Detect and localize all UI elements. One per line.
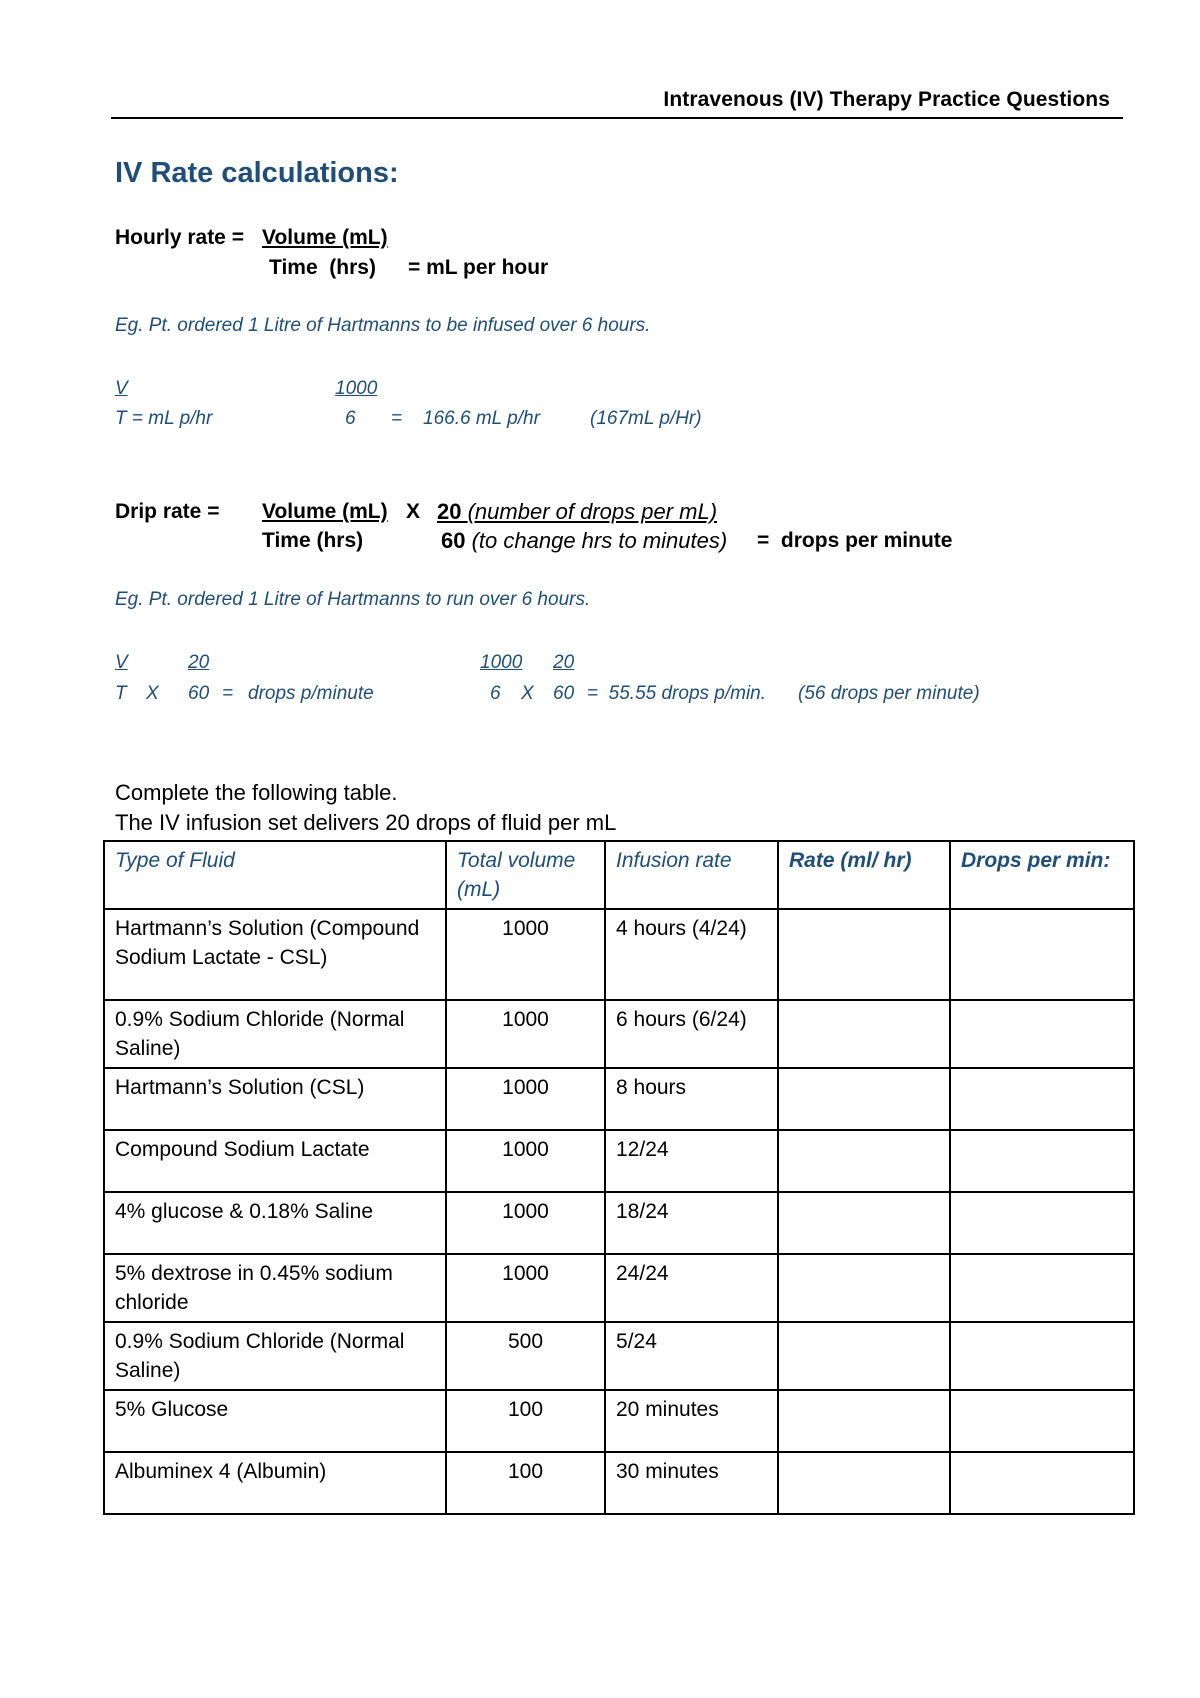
table-header-row bbox=[104, 841, 1134, 909]
header-total-volume: Total volume (mL) bbox=[446, 841, 605, 909]
header-rate-ml-hr: Rate (ml/ hr) bbox=[778, 841, 950, 909]
practice-table bbox=[103, 840, 1135, 1515]
drops-answer-cell[interactable] bbox=[950, 1068, 1134, 1130]
drip-example1-sixty: 60 bbox=[188, 683, 210, 704]
fluid-cell: Hartmann’s Solution (CSL) bbox=[104, 1068, 446, 1130]
volume-cell: 500 bbox=[446, 1322, 605, 1390]
volume-cell: 1000 bbox=[446, 1192, 605, 1254]
drip-example1-t: T bbox=[115, 683, 127, 704]
infusion-rate-cell: 8 hours bbox=[605, 1068, 778, 1130]
drip-example2-sixty: 60 bbox=[553, 683, 575, 704]
rate-answer-cell[interactable] bbox=[778, 1322, 950, 1390]
infusion-rate-cell: 5/24 bbox=[605, 1322, 778, 1390]
drops-answer-cell[interactable] bbox=[950, 1254, 1134, 1322]
table-row bbox=[104, 1130, 1134, 1192]
header-rule bbox=[111, 117, 1123, 119]
instruction-line-1: Complete the following table. bbox=[115, 780, 398, 805]
volume-cell: 1000 bbox=[446, 1130, 605, 1192]
table-row bbox=[104, 909, 1134, 1000]
drops-answer-cell[interactable] bbox=[950, 1130, 1134, 1192]
hourly-denominator: Time (hrs) bbox=[269, 256, 376, 279]
fluid-cell: Compound Sodium Lactate bbox=[104, 1130, 446, 1192]
hourly-example-text: Eg. Pt. ordered 1 Litre of Hartmanns to be infused over 6 hours. bbox=[115, 315, 651, 336]
drip-example2-x: X bbox=[521, 683, 534, 704]
infusion-rate-cell: 24/24 bbox=[605, 1254, 778, 1322]
hourly-result: = mL per hour bbox=[408, 256, 549, 279]
drip-example2-rounded: (56 drops per minute) bbox=[798, 683, 980, 704]
rate-answer-cell[interactable] bbox=[778, 909, 950, 1000]
fluid-cell: 0.9% Sodium Chloride (Normal Saline) bbox=[104, 1000, 446, 1068]
infusion-rate-cell: 4 hours (4/24) bbox=[605, 909, 778, 1000]
table-row bbox=[104, 1322, 1134, 1390]
header-type-of-fluid: Type of Fluid bbox=[104, 841, 446, 909]
infusion-rate-cell: 6 hours (6/24) bbox=[605, 1000, 778, 1068]
hourly-example-denominator: 6 bbox=[345, 408, 356, 429]
table-row bbox=[104, 1068, 1134, 1130]
rate-answer-cell[interactable] bbox=[778, 1390, 950, 1452]
header-drops-per-min: Drops per min: bbox=[950, 841, 1134, 909]
drip-example2-twenty: 20 bbox=[553, 652, 575, 673]
drops-answer-cell[interactable] bbox=[950, 909, 1134, 1000]
volume-cell: 1000 bbox=[446, 909, 605, 1000]
rate-answer-cell[interactable] bbox=[778, 1192, 950, 1254]
hourly-rate-label: Hourly rate = bbox=[115, 226, 244, 249]
drip-example1-x: X bbox=[146, 683, 159, 704]
hourly-example-result: 166.6 mL p/hr bbox=[423, 408, 540, 429]
hourly-example-numerator: 1000 bbox=[335, 378, 378, 399]
hourly-example-v: V bbox=[115, 378, 128, 399]
rate-answer-cell[interactable] bbox=[778, 1068, 950, 1130]
volume-cell: 1000 bbox=[446, 1254, 605, 1322]
drops-answer-cell[interactable] bbox=[950, 1452, 1134, 1514]
drops-answer-cell[interactable] bbox=[950, 1000, 1134, 1068]
infusion-rate-cell: 30 minutes bbox=[605, 1452, 778, 1514]
volume-cell: 100 bbox=[446, 1452, 605, 1514]
rate-answer-cell[interactable] bbox=[778, 1000, 950, 1068]
drip-times: X bbox=[406, 500, 421, 523]
table-row bbox=[104, 1254, 1134, 1322]
drops-answer-cell[interactable] bbox=[950, 1322, 1134, 1390]
volume-cell: 1000 bbox=[446, 1000, 605, 1068]
table-row bbox=[104, 1192, 1134, 1254]
infusion-rate-cell: 20 minutes bbox=[605, 1390, 778, 1452]
drip-example1-twenty: 20 bbox=[188, 652, 210, 673]
drip-numerator: Volume (mL) bbox=[262, 500, 388, 523]
table-row bbox=[104, 1390, 1134, 1452]
fluid-cell: Hartmann’s Solution (Compound Sodium Lactate - CSL) bbox=[104, 909, 446, 1000]
drip-factor-group bbox=[437, 499, 717, 525]
drip-result: = drops per minute bbox=[757, 529, 953, 552]
rate-answer-cell[interactable] bbox=[778, 1254, 950, 1322]
rate-answer-cell[interactable] bbox=[778, 1130, 950, 1192]
drops-answer-cell[interactable] bbox=[950, 1192, 1134, 1254]
fluid-cell: 5% Glucose bbox=[104, 1390, 446, 1452]
drops-answer-cell[interactable] bbox=[950, 1390, 1134, 1452]
drip-example2-denominator: 6 bbox=[490, 683, 501, 704]
fluid-cell: 0.9% Sodium Chloride (Normal Saline) bbox=[104, 1322, 446, 1390]
fluid-cell: Albuminex 4 (Albumin) bbox=[104, 1452, 446, 1514]
drip-example-text: Eg. Pt. ordered 1 Litre of Hartmanns to run over 6 hours. bbox=[115, 589, 591, 610]
drip-example1-equals: = bbox=[222, 683, 234, 704]
fluid-cell: 4% glucose & 0.18% Saline bbox=[104, 1192, 446, 1254]
drip-factor: 20 bbox=[437, 499, 462, 524]
drip-example2-numerator: 1000 bbox=[480, 652, 523, 673]
volume-cell: 1000 bbox=[446, 1068, 605, 1130]
header-infusion-rate: Infusion rate bbox=[605, 841, 778, 909]
hourly-example-t: T = mL p/hr bbox=[115, 408, 213, 429]
drip-minutes-group bbox=[441, 528, 727, 554]
hourly-example-rounded: (167mL p/Hr) bbox=[590, 408, 702, 429]
rate-answer-cell[interactable] bbox=[778, 1452, 950, 1514]
drip-denominator: Time (hrs) bbox=[262, 529, 364, 552]
section-title: IV Rate calculations: bbox=[115, 157, 399, 189]
table-row bbox=[104, 1000, 1134, 1068]
infusion-rate-cell: 18/24 bbox=[605, 1192, 778, 1254]
drip-example1-result: drops p/minute bbox=[248, 683, 374, 704]
instruction-line-2: The IV infusion set delivers 20 drops of fluid per mL bbox=[115, 810, 617, 835]
drip-example1-v: V bbox=[115, 652, 128, 673]
fluid-cell: 5% dextrose in 0.45% sodium chloride bbox=[104, 1254, 446, 1322]
drip-factor-note: (number of drops per mL) bbox=[467, 499, 718, 524]
infusion-rate-cell: 12/24 bbox=[605, 1130, 778, 1192]
drip-minutes: 60 bbox=[441, 528, 466, 553]
page-header-title: Intravenous (IV) Therapy Practice Questions bbox=[663, 88, 1110, 111]
table-row bbox=[104, 1452, 1134, 1514]
hourly-example-equals: = bbox=[391, 408, 403, 429]
volume-cell: 100 bbox=[446, 1390, 605, 1452]
drip-example2-result: = 55.55 drops p/min. bbox=[587, 683, 767, 704]
hourly-numerator: Volume (mL) bbox=[262, 226, 388, 249]
drip-minutes-note: (to change hrs to minutes) bbox=[471, 528, 728, 553]
drip-rate-label: Drip rate = bbox=[115, 500, 220, 523]
